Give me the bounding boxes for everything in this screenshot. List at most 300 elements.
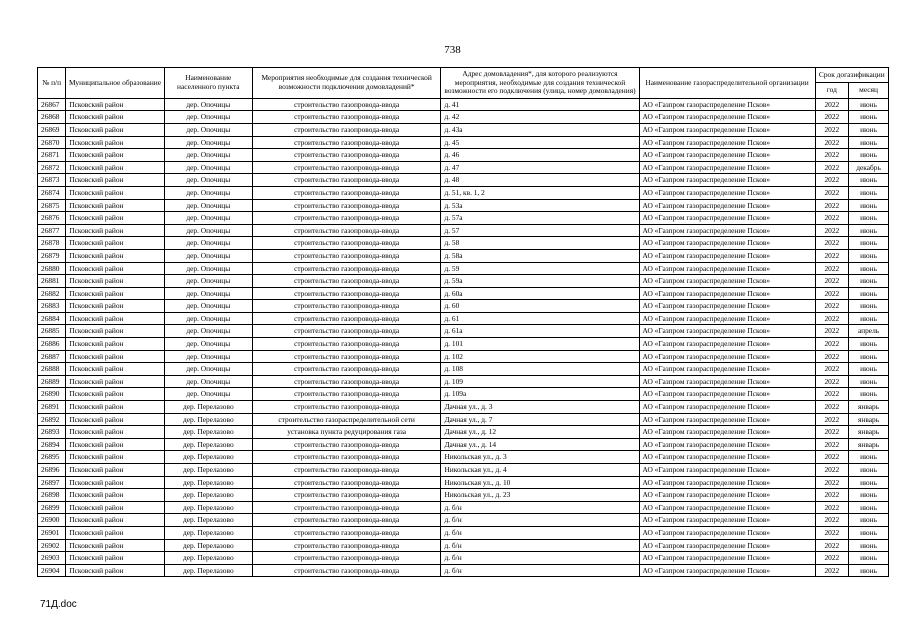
cell-municipality: Псковский район	[66, 413, 165, 426]
table-row	[38, 539, 889, 552]
cell-address: д. 109а	[441, 388, 639, 401]
cell-measure: строительство газопровода-ввода	[252, 136, 441, 149]
cell-measure: строительство газопровода-ввода	[252, 249, 441, 262]
cell-month: июнь	[849, 136, 889, 149]
cell-municipality: Псковский район	[66, 136, 165, 149]
cell-year: 2022	[815, 388, 849, 401]
cell-measure: строительство газопровода-ввода	[252, 375, 441, 388]
cell-year: 2022	[815, 262, 849, 275]
cell-settlement: дер. Перелазово	[164, 401, 252, 414]
table-row	[38, 476, 889, 489]
cell-num: 26897	[38, 476, 66, 489]
cell-municipality: Псковский район	[66, 275, 165, 288]
cell-measure: строительство газопровода-ввода	[252, 237, 441, 250]
cell-organization: АО «Газпром газораспределение Псков»	[639, 426, 815, 439]
cell-address: д. б/н	[441, 514, 639, 527]
cell-num: 26867	[38, 98, 66, 111]
cell-organization: АО «Газпром газораспределение Псков»	[639, 161, 815, 174]
cell-num: 26898	[38, 489, 66, 502]
cell-measure: строительство газопровода-ввода	[252, 149, 441, 162]
cell-organization: АО «Газпром газораспределение Псков»	[639, 564, 815, 577]
cell-num: 26896	[38, 464, 66, 477]
cell-year: 2022	[815, 501, 849, 514]
cell-address: д. 51, кв. 1, 2	[441, 186, 639, 199]
header-measures: Мероприятия необходимые для создания технической возможности подключения домовладений*	[252, 68, 441, 99]
cell-num: 26869	[38, 123, 66, 136]
cell-year: 2022	[815, 300, 849, 313]
cell-settlement: дер. Опочицы	[164, 338, 252, 351]
cell-municipality: Псковский район	[66, 476, 165, 489]
cell-num: 26889	[38, 375, 66, 388]
cell-measure: строительство газопровода-ввода	[252, 388, 441, 401]
cell-settlement: дер. Перелазово	[164, 526, 252, 539]
cell-organization: АО «Газпром газораспределение Псков»	[639, 199, 815, 212]
cell-organization: АО «Газпром газораспределение Псков»	[639, 149, 815, 162]
cell-organization: АО «Газпром газораспределение Псков»	[639, 539, 815, 552]
cell-settlement: дер. Перелазово	[164, 426, 252, 439]
cell-num: 26885	[38, 325, 66, 338]
cell-month: июнь	[849, 526, 889, 539]
cell-month: июнь	[849, 237, 889, 250]
cell-measure: строительство газораспределительной сети	[252, 413, 441, 426]
cell-measure: строительство газопровода-ввода	[252, 501, 441, 514]
cell-settlement: дер. Перелазово	[164, 476, 252, 489]
cell-measure: строительство газопровода-ввода	[252, 464, 441, 477]
cell-settlement: дер. Опочицы	[164, 149, 252, 162]
cell-municipality: Псковский район	[66, 123, 165, 136]
cell-num: 26868	[38, 111, 66, 124]
cell-address: д. 48	[441, 174, 639, 187]
file-name: 71Д.doc	[40, 599, 77, 610]
cell-month: июнь	[849, 300, 889, 313]
cell-organization: АО «Газпром газораспределение Псков»	[639, 98, 815, 111]
cell-organization: АО «Газпром газораспределение Псков»	[639, 111, 815, 124]
cell-settlement: дер. Опочицы	[164, 174, 252, 187]
cell-year: 2022	[815, 338, 849, 351]
table-row	[38, 401, 889, 414]
cell-num: 26878	[38, 237, 66, 250]
cell-num: 26882	[38, 287, 66, 300]
cell-address: д. б/н	[441, 564, 639, 577]
cell-address: д. 47	[441, 161, 639, 174]
cell-year: 2022	[815, 111, 849, 124]
cell-month: июнь	[849, 224, 889, 237]
cell-month: июнь	[849, 451, 889, 464]
cell-num: 26879	[38, 249, 66, 262]
cell-address: Никольская ул., д. 23	[441, 489, 639, 502]
cell-address: д. 61а	[441, 325, 639, 338]
cell-measure: строительство газопровода-ввода	[252, 98, 441, 111]
cell-organization: АО «Газпром газораспределение Псков»	[639, 501, 815, 514]
cell-municipality: Псковский район	[66, 174, 165, 187]
cell-year: 2022	[815, 539, 849, 552]
cell-settlement: дер. Перелазово	[164, 501, 252, 514]
cell-settlement: дер. Опочицы	[164, 325, 252, 338]
table-row	[38, 174, 889, 187]
cell-organization: АО «Газпром газораспределение Псков»	[639, 552, 815, 565]
cell-num: 26899	[38, 501, 66, 514]
table-row	[38, 526, 889, 539]
header-year: год	[815, 83, 849, 98]
table-row	[38, 312, 889, 325]
cell-year: 2022	[815, 161, 849, 174]
cell-measure: строительство газопровода-ввода	[252, 161, 441, 174]
cell-measure: строительство газопровода-ввода	[252, 212, 441, 225]
cell-month: июнь	[849, 350, 889, 363]
cell-address: д. 102	[441, 350, 639, 363]
cell-settlement: дер. Перелазово	[164, 539, 252, 552]
cell-address: д. 59а	[441, 275, 639, 288]
cell-settlement: дер. Опочицы	[164, 98, 252, 111]
cell-measure: строительство газопровода-ввода	[252, 438, 441, 451]
cell-settlement: дер. Перелазово	[164, 464, 252, 477]
cell-measure: строительство газопровода-ввода	[252, 489, 441, 502]
cell-organization: АО «Газпром газораспределение Псков»	[639, 476, 815, 489]
cell-address: д. 58а	[441, 249, 639, 262]
cell-municipality: Псковский район	[66, 514, 165, 527]
cell-municipality: Псковский район	[66, 375, 165, 388]
cell-settlement: дер. Опочицы	[164, 111, 252, 124]
cell-organization: АО «Газпром газораспределение Псков»	[639, 186, 815, 199]
cell-num: 26883	[38, 300, 66, 313]
table-row	[38, 464, 889, 477]
cell-month: июнь	[849, 287, 889, 300]
table-row	[38, 275, 889, 288]
table-row	[38, 514, 889, 527]
cell-municipality: Псковский район	[66, 98, 165, 111]
cell-year: 2022	[815, 564, 849, 577]
cell-address: д. 101	[441, 338, 639, 351]
cell-municipality: Псковский район	[66, 539, 165, 552]
cell-year: 2022	[815, 375, 849, 388]
cell-measure: строительство газопровода-ввода	[252, 476, 441, 489]
cell-address: Никольская ул., д. 3	[441, 451, 639, 464]
table-row	[38, 212, 889, 225]
gasification-table	[37, 67, 889, 577]
cell-measure: строительство газопровода-ввода	[252, 186, 441, 199]
cell-year: 2022	[815, 426, 849, 439]
cell-organization: АО «Газпром газораспределение Псков»	[639, 325, 815, 338]
cell-measure: строительство газопровода-ввода	[252, 111, 441, 124]
cell-organization: АО «Газпром газораспределение Псков»	[639, 388, 815, 401]
cell-municipality: Псковский район	[66, 249, 165, 262]
cell-year: 2022	[815, 237, 849, 250]
table-row	[38, 363, 889, 376]
table-row	[38, 237, 889, 250]
cell-month: июнь	[849, 149, 889, 162]
header-municipality: Муниципальное образование	[66, 68, 165, 99]
cell-address: Дачная ул., д. 3	[441, 401, 639, 414]
cell-year: 2022	[815, 98, 849, 111]
cell-measure: строительство газопровода-ввода	[252, 312, 441, 325]
cell-measure: строительство газопровода-ввода	[252, 338, 441, 351]
cell-settlement: дер. Опочицы	[164, 287, 252, 300]
cell-settlement: дер. Опочицы	[164, 262, 252, 275]
cell-year: 2022	[815, 464, 849, 477]
cell-address: д. 57	[441, 224, 639, 237]
cell-municipality: Псковский район	[66, 526, 165, 539]
page-number: 738	[444, 44, 461, 56]
table-row	[38, 224, 889, 237]
cell-address: д. 59	[441, 262, 639, 275]
cell-month: июнь	[849, 338, 889, 351]
cell-year: 2022	[815, 438, 849, 451]
table-row	[38, 350, 889, 363]
cell-year: 2022	[815, 123, 849, 136]
cell-organization: АО «Газпром газораспределение Псков»	[639, 526, 815, 539]
cell-settlement: дер. Перелазово	[164, 552, 252, 565]
cell-settlement: дер. Опочицы	[164, 237, 252, 250]
cell-month: июнь	[849, 464, 889, 477]
cell-num: 26880	[38, 262, 66, 275]
cell-measure: строительство газопровода-ввода	[252, 401, 441, 414]
cell-organization: АО «Газпром газораспределение Псков»	[639, 438, 815, 451]
cell-num: 26888	[38, 363, 66, 376]
table-row	[38, 552, 889, 565]
cell-organization: АО «Газпром газораспределение Псков»	[639, 249, 815, 262]
cell-num: 26870	[38, 136, 66, 149]
cell-municipality: Псковский район	[66, 350, 165, 363]
cell-measure: строительство газопровода-ввода	[252, 526, 441, 539]
table-row	[38, 123, 889, 136]
cell-municipality: Псковский район	[66, 199, 165, 212]
cell-municipality: Псковский район	[66, 325, 165, 338]
cell-municipality: Псковский район	[66, 438, 165, 451]
cell-num: 26881	[38, 275, 66, 288]
cell-settlement: дер. Опочицы	[164, 388, 252, 401]
cell-year: 2022	[815, 325, 849, 338]
cell-address: д. б/н	[441, 552, 639, 565]
cell-year: 2022	[815, 451, 849, 464]
table-row	[38, 451, 889, 464]
cell-month: июнь	[849, 501, 889, 514]
cell-address: д. б/н	[441, 501, 639, 514]
cell-num: 26871	[38, 149, 66, 162]
header-deadline: Срок догазификации	[815, 68, 888, 83]
cell-num: 26893	[38, 426, 66, 439]
cell-year: 2022	[815, 489, 849, 502]
cell-address: д. б/н	[441, 526, 639, 539]
cell-organization: АО «Газпром газораспределение Псков»	[639, 312, 815, 325]
cell-month: июнь	[849, 388, 889, 401]
table-row	[38, 338, 889, 351]
cell-month: январь	[849, 438, 889, 451]
cell-num: 26876	[38, 212, 66, 225]
cell-municipality: Псковский район	[66, 401, 165, 414]
cell-organization: АО «Газпром газораспределение Псков»	[639, 300, 815, 313]
cell-month: июнь	[849, 476, 889, 489]
cell-municipality: Псковский район	[66, 312, 165, 325]
cell-organization: АО «Газпром газораспределение Псков»	[639, 375, 815, 388]
cell-num: 26872	[38, 161, 66, 174]
cell-year: 2022	[815, 199, 849, 212]
cell-month: июнь	[849, 262, 889, 275]
cell-measure: строительство газопровода-ввода	[252, 174, 441, 187]
cell-measure: строительство газопровода-ввода	[252, 539, 441, 552]
cell-address: Никольская ул., д. 10	[441, 476, 639, 489]
cell-settlement: дер. Перелазово	[164, 514, 252, 527]
cell-address: д. 41	[441, 98, 639, 111]
cell-municipality: Псковский район	[66, 489, 165, 502]
cell-num: 26886	[38, 338, 66, 351]
cell-measure: установка пункта редуцирования газа	[252, 426, 441, 439]
cell-settlement: дер. Перелазово	[164, 564, 252, 577]
cell-measure: строительство газопровода-ввода	[252, 123, 441, 136]
cell-month: июнь	[849, 552, 889, 565]
cell-organization: АО «Газпром газораспределение Псков»	[639, 287, 815, 300]
cell-measure: строительство газопровода-ввода	[252, 552, 441, 565]
table-row	[38, 186, 889, 199]
cell-year: 2022	[815, 174, 849, 187]
cell-organization: АО «Газпром газораспределение Псков»	[639, 262, 815, 275]
cell-address: д. 43а	[441, 123, 639, 136]
cell-month: июнь	[849, 123, 889, 136]
cell-month: январь	[849, 401, 889, 414]
cell-month: июнь	[849, 186, 889, 199]
cell-month: июнь	[849, 174, 889, 187]
cell-year: 2022	[815, 186, 849, 199]
table-row	[38, 388, 889, 401]
cell-year: 2022	[815, 526, 849, 539]
table-row	[38, 489, 889, 502]
cell-num: 26901	[38, 526, 66, 539]
cell-year: 2022	[815, 350, 849, 363]
cell-address: Никольская ул., д. 4	[441, 464, 639, 477]
cell-organization: АО «Газпром газораспределение Псков»	[639, 401, 815, 414]
cell-settlement: дер. Опочицы	[164, 375, 252, 388]
cell-month: июнь	[849, 375, 889, 388]
table-row	[38, 199, 889, 212]
cell-month: июнь	[849, 489, 889, 502]
cell-settlement: дер. Опочицы	[164, 136, 252, 149]
cell-num: 26900	[38, 514, 66, 527]
cell-settlement: дер. Опочицы	[164, 363, 252, 376]
cell-year: 2022	[815, 552, 849, 565]
table-row	[38, 413, 889, 426]
cell-settlement: дер. Перелазово	[164, 413, 252, 426]
cell-municipality: Псковский район	[66, 564, 165, 577]
cell-address: д. 45	[441, 136, 639, 149]
cell-address: д. 42	[441, 111, 639, 124]
cell-address: Дачная ул., д. 12	[441, 426, 639, 439]
cell-municipality: Псковский район	[66, 186, 165, 199]
cell-organization: АО «Газпром газораспределение Псков»	[639, 451, 815, 464]
cell-municipality: Псковский район	[66, 161, 165, 174]
table-row	[38, 111, 889, 124]
cell-measure: строительство газопровода-ввода	[252, 325, 441, 338]
cell-settlement: дер. Опочицы	[164, 161, 252, 174]
cell-organization: АО «Газпром газораспределение Псков»	[639, 136, 815, 149]
cell-municipality: Псковский район	[66, 363, 165, 376]
cell-settlement: дер. Перелазово	[164, 451, 252, 464]
cell-municipality: Псковский район	[66, 111, 165, 124]
cell-settlement: дер. Опочицы	[164, 350, 252, 363]
cell-settlement: дер. Опочицы	[164, 199, 252, 212]
table-row	[38, 249, 889, 262]
cell-month: январь	[849, 426, 889, 439]
cell-measure: строительство газопровода-ввода	[252, 287, 441, 300]
table-row	[38, 564, 889, 577]
cell-municipality: Псковский район	[66, 262, 165, 275]
cell-municipality: Псковский район	[66, 300, 165, 313]
cell-municipality: Псковский район	[66, 237, 165, 250]
table-header	[38, 68, 889, 99]
table-body	[38, 98, 889, 577]
cell-municipality: Псковский район	[66, 552, 165, 565]
cell-month: июнь	[849, 212, 889, 225]
cell-municipality: Псковский район	[66, 224, 165, 237]
cell-organization: АО «Газпром газораспределение Псков»	[639, 224, 815, 237]
cell-settlement: дер. Опочицы	[164, 123, 252, 136]
table-row	[38, 300, 889, 313]
header-address: Адрес домовладения*, для которого реализуются мероприятия, необходимые для создания технической возможности его подключения (улица, номер домовладения)	[441, 68, 639, 99]
table-row	[38, 325, 889, 338]
header-num: № п/п	[38, 68, 66, 99]
cell-organization: АО «Газпром газораспределение Псков»	[639, 237, 815, 250]
cell-settlement: дер. Опочицы	[164, 300, 252, 313]
cell-measure: строительство газопровода-ввода	[252, 350, 441, 363]
cell-year: 2022	[815, 149, 849, 162]
cell-address: д. 58	[441, 237, 639, 250]
cell-measure: строительство газопровода-ввода	[252, 514, 441, 527]
cell-num: 26903	[38, 552, 66, 565]
cell-month: июнь	[849, 363, 889, 376]
cell-num: 26895	[38, 451, 66, 464]
cell-organization: АО «Газпром газораспределение Псков»	[639, 413, 815, 426]
cell-num: 26890	[38, 388, 66, 401]
cell-num: 26887	[38, 350, 66, 363]
cell-year: 2022	[815, 413, 849, 426]
cell-organization: АО «Газпром газораспределение Псков»	[639, 275, 815, 288]
cell-num: 26884	[38, 312, 66, 325]
cell-month: июнь	[849, 539, 889, 552]
cell-month: июнь	[849, 98, 889, 111]
cell-address: д. 60а	[441, 287, 639, 300]
table-row	[38, 262, 889, 275]
cell-measure: строительство газопровода-ввода	[252, 564, 441, 577]
cell-municipality: Псковский район	[66, 388, 165, 401]
cell-municipality: Псковский район	[66, 338, 165, 351]
cell-num: 26875	[38, 199, 66, 212]
cell-month: июнь	[849, 312, 889, 325]
cell-year: 2022	[815, 249, 849, 262]
cell-month: июнь	[849, 275, 889, 288]
cell-organization: АО «Газпром газораспределение Псков»	[639, 123, 815, 136]
cell-month: декабрь	[849, 161, 889, 174]
cell-organization: АО «Газпром газораспределение Псков»	[639, 338, 815, 351]
cell-month: июнь	[849, 111, 889, 124]
cell-year: 2022	[815, 363, 849, 376]
header-month: месяц	[849, 83, 889, 98]
table-row	[38, 375, 889, 388]
table-row	[38, 136, 889, 149]
cell-measure: строительство газопровода-ввода	[252, 224, 441, 237]
cell-organization: АО «Газпром газораспределение Псков»	[639, 363, 815, 376]
cell-municipality: Псковский район	[66, 149, 165, 162]
cell-year: 2022	[815, 275, 849, 288]
cell-settlement: дер. Опочицы	[164, 312, 252, 325]
cell-settlement: дер. Перелазово	[164, 489, 252, 502]
cell-municipality: Псковский район	[66, 501, 165, 514]
cell-year: 2022	[815, 401, 849, 414]
cell-measure: строительство газопровода-ввода	[252, 199, 441, 212]
cell-municipality: Псковский район	[66, 287, 165, 300]
cell-month: июнь	[849, 564, 889, 577]
cell-organization: АО «Газпром газораспределение Псков»	[639, 174, 815, 187]
cell-year: 2022	[815, 136, 849, 149]
cell-municipality: Псковский район	[66, 464, 165, 477]
cell-address: д. 109	[441, 375, 639, 388]
